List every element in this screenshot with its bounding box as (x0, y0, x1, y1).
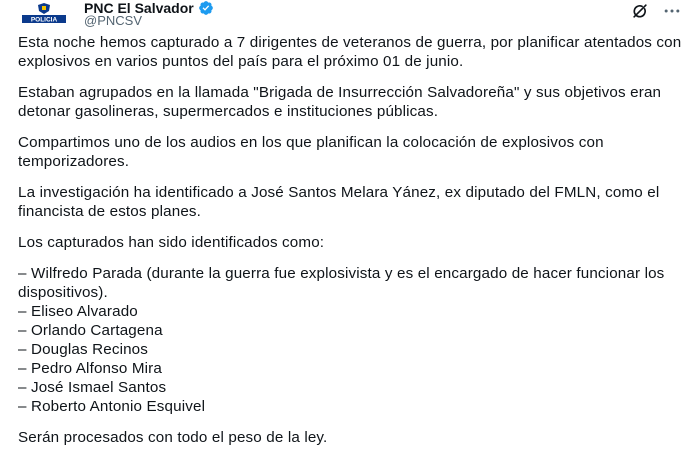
avatar[interactable] (18, 2, 70, 26)
svg-text:POLICIA: POLICIA (30, 16, 58, 24)
list-item: – Eliseo Alvarado (18, 303, 138, 320)
post-paragraph: Esta noche hemos capturado a 7 dirigentes de veteranos de guerra, por planificar atentados con explosivos en varios puntos del país para el próximo 01 de junio. (18, 34, 682, 70)
verified-badge-icon (198, 0, 214, 16)
list-item: – Douglas Recinos (18, 341, 149, 358)
post-paragraph: La investigación ha identificado a José Santos Melara Yánez, ex diputado del FMLN, como el financista de estos planes. (18, 184, 660, 220)
more-dots-icon[interactable] (662, 1, 682, 21)
police-logo-icon (18, 2, 70, 26)
author-handle[interactable]: @PNCSV (84, 13, 142, 28)
post-closing: Serán procesados con todo el peso de la ley. (18, 429, 328, 446)
captured-list (18, 264, 694, 416)
list-item: – Orlando Cartagena (18, 322, 163, 339)
post-text (18, 33, 694, 459)
grok-icon[interactable] (630, 1, 650, 21)
list-item: – Roberto Antonio Esquivel (18, 398, 206, 415)
post-paragraph: Compartimos uno de los audios en los que planifican la colocación de explosivos con temporizadores. (18, 134, 604, 170)
author-name[interactable]: PNC El Salvador (84, 0, 194, 16)
post-header (14, 0, 686, 28)
list-item: – José Ismael Santos (18, 379, 167, 396)
post-paragraph: Estaban agrupados en la llamada "Brigada de Insurrección Salvadoreña" y sus objetivos eran detonar gasolineras, supermercados e instituciones públicas. (18, 84, 662, 120)
post-paragraph: Los capturados han sido identificados como: (18, 234, 325, 251)
list-item: – Wilfredo Parada (durante la guerra fue explosivista y es el encargado de hacer funcionar los dispositivos). (18, 265, 665, 301)
list-item: – Pedro Alfonso Mira (18, 360, 162, 377)
